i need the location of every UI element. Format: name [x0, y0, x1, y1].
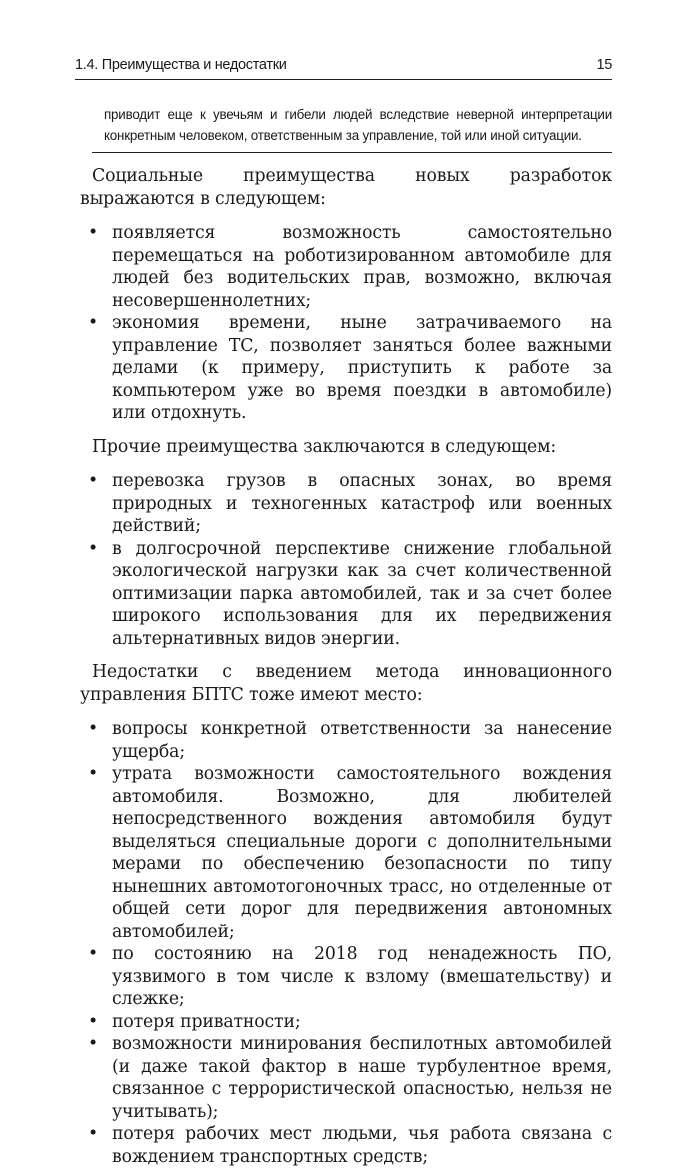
list-item [80, 1011, 612, 1034]
bullet-marker: • [88, 471, 99, 491]
list-item [80, 538, 612, 651]
list-item [80, 1123, 612, 1168]
bullet-marker: • [88, 223, 99, 243]
drawbacks-list [80, 718, 612, 1168]
footnote-text: приводит еще к увечьям и гибели людей вследствие неверной интерпретации конкретным человеком, ответственным за управление, той или иной ситуации. [104, 107, 612, 143]
list-item [80, 470, 612, 538]
bullet-marker: • [88, 1124, 99, 1144]
bullet-marker: • [88, 313, 99, 333]
social-benefits-list [80, 222, 612, 425]
list-item [80, 1033, 612, 1123]
list-item-text: по состоянию на 2018 год ненадежность ПО, уязвимого в том числе к взлому (вмешательству) и слежке; [112, 944, 612, 1009]
bullet-marker: • [88, 1011, 99, 1032]
list-item-text: появляется возможность самостоятельно перемещаться на роботизированном автомобиле для людей без водительских прав, возможно, включая несовершеннолетних; [112, 223, 612, 311]
paragraph-drawbacks: Недостатки с введением метода инновационного управления БПТС тоже имеют место: [80, 662, 612, 705]
bullet-marker: • [88, 764, 99, 784]
list-item [80, 943, 612, 1011]
page-number: 15 [596, 57, 612, 73]
list-item-text: экономия времени, ныне затрачиваемого на управление ТС, позволяет заняться более важными делами (к примеру, приступить к работе за компьютером уже во время поездки в автомобиле) или отдохнуть. [112, 313, 612, 423]
bullet-marker: • [88, 538, 99, 559]
paragraph-social-benefits: Социальные преимущества новых разработок выражаются в следующем: [80, 166, 612, 209]
list-item-text: перевозка грузов в опасных зонах, во время природных и техногенных катастроф или военных действий; [112, 471, 612, 536]
list-item [80, 222, 612, 312]
bullet-marker: • [88, 944, 99, 964]
footnote-separator [92, 152, 612, 153]
running-header [75, 55, 612, 80]
other-benefits-list [80, 470, 612, 650]
paragraph-other-benefits: Прочие преимущества заключаются в следующем: [92, 436, 557, 457]
list-item-text: вопросы конкретной ответственности за нанесение ущерба; [112, 719, 612, 762]
list-item-text: потеря рабочих мест людьми, чья работа связана с вождением транспортных средств; [112, 1124, 612, 1167]
list-item [80, 763, 612, 943]
list-item [80, 718, 612, 763]
bullet-marker: • [88, 719, 99, 739]
main-text [80, 165, 612, 1168]
list-item-text: утрата возможности самостоятельного вождения автомобиля. Возможно, для любителей непосредственного вождения автомобиля будут выделяться специальные дороги с дополнительными мерами по обеспечению безопасности по типу нынешних автомотогоночных трасс, но отделенные от общей сети дорог для передвижения автономных автомобилей; [112, 764, 612, 942]
section-title: 1.4. Преимущества и недостатки [75, 57, 287, 73]
list-item-text: возможности минирования беспилотных автомобилей (и даже такой фактор в наше турбулентное время, связанное с террористической опасностью, нельзя не учитывать); [112, 1034, 612, 1122]
list-item-text: потеря приватности; [112, 1011, 301, 1032]
list-item [80, 312, 612, 425]
bullet-marker: • [88, 1034, 99, 1054]
list-item-text: в долгосрочной перспективе снижение глобальной экологической нагрузки как за счет количественной оптимизации парка автомобилей, так и за счет более широкого использования для их передвижения альтернативных видов энергии. [112, 538, 612, 649]
